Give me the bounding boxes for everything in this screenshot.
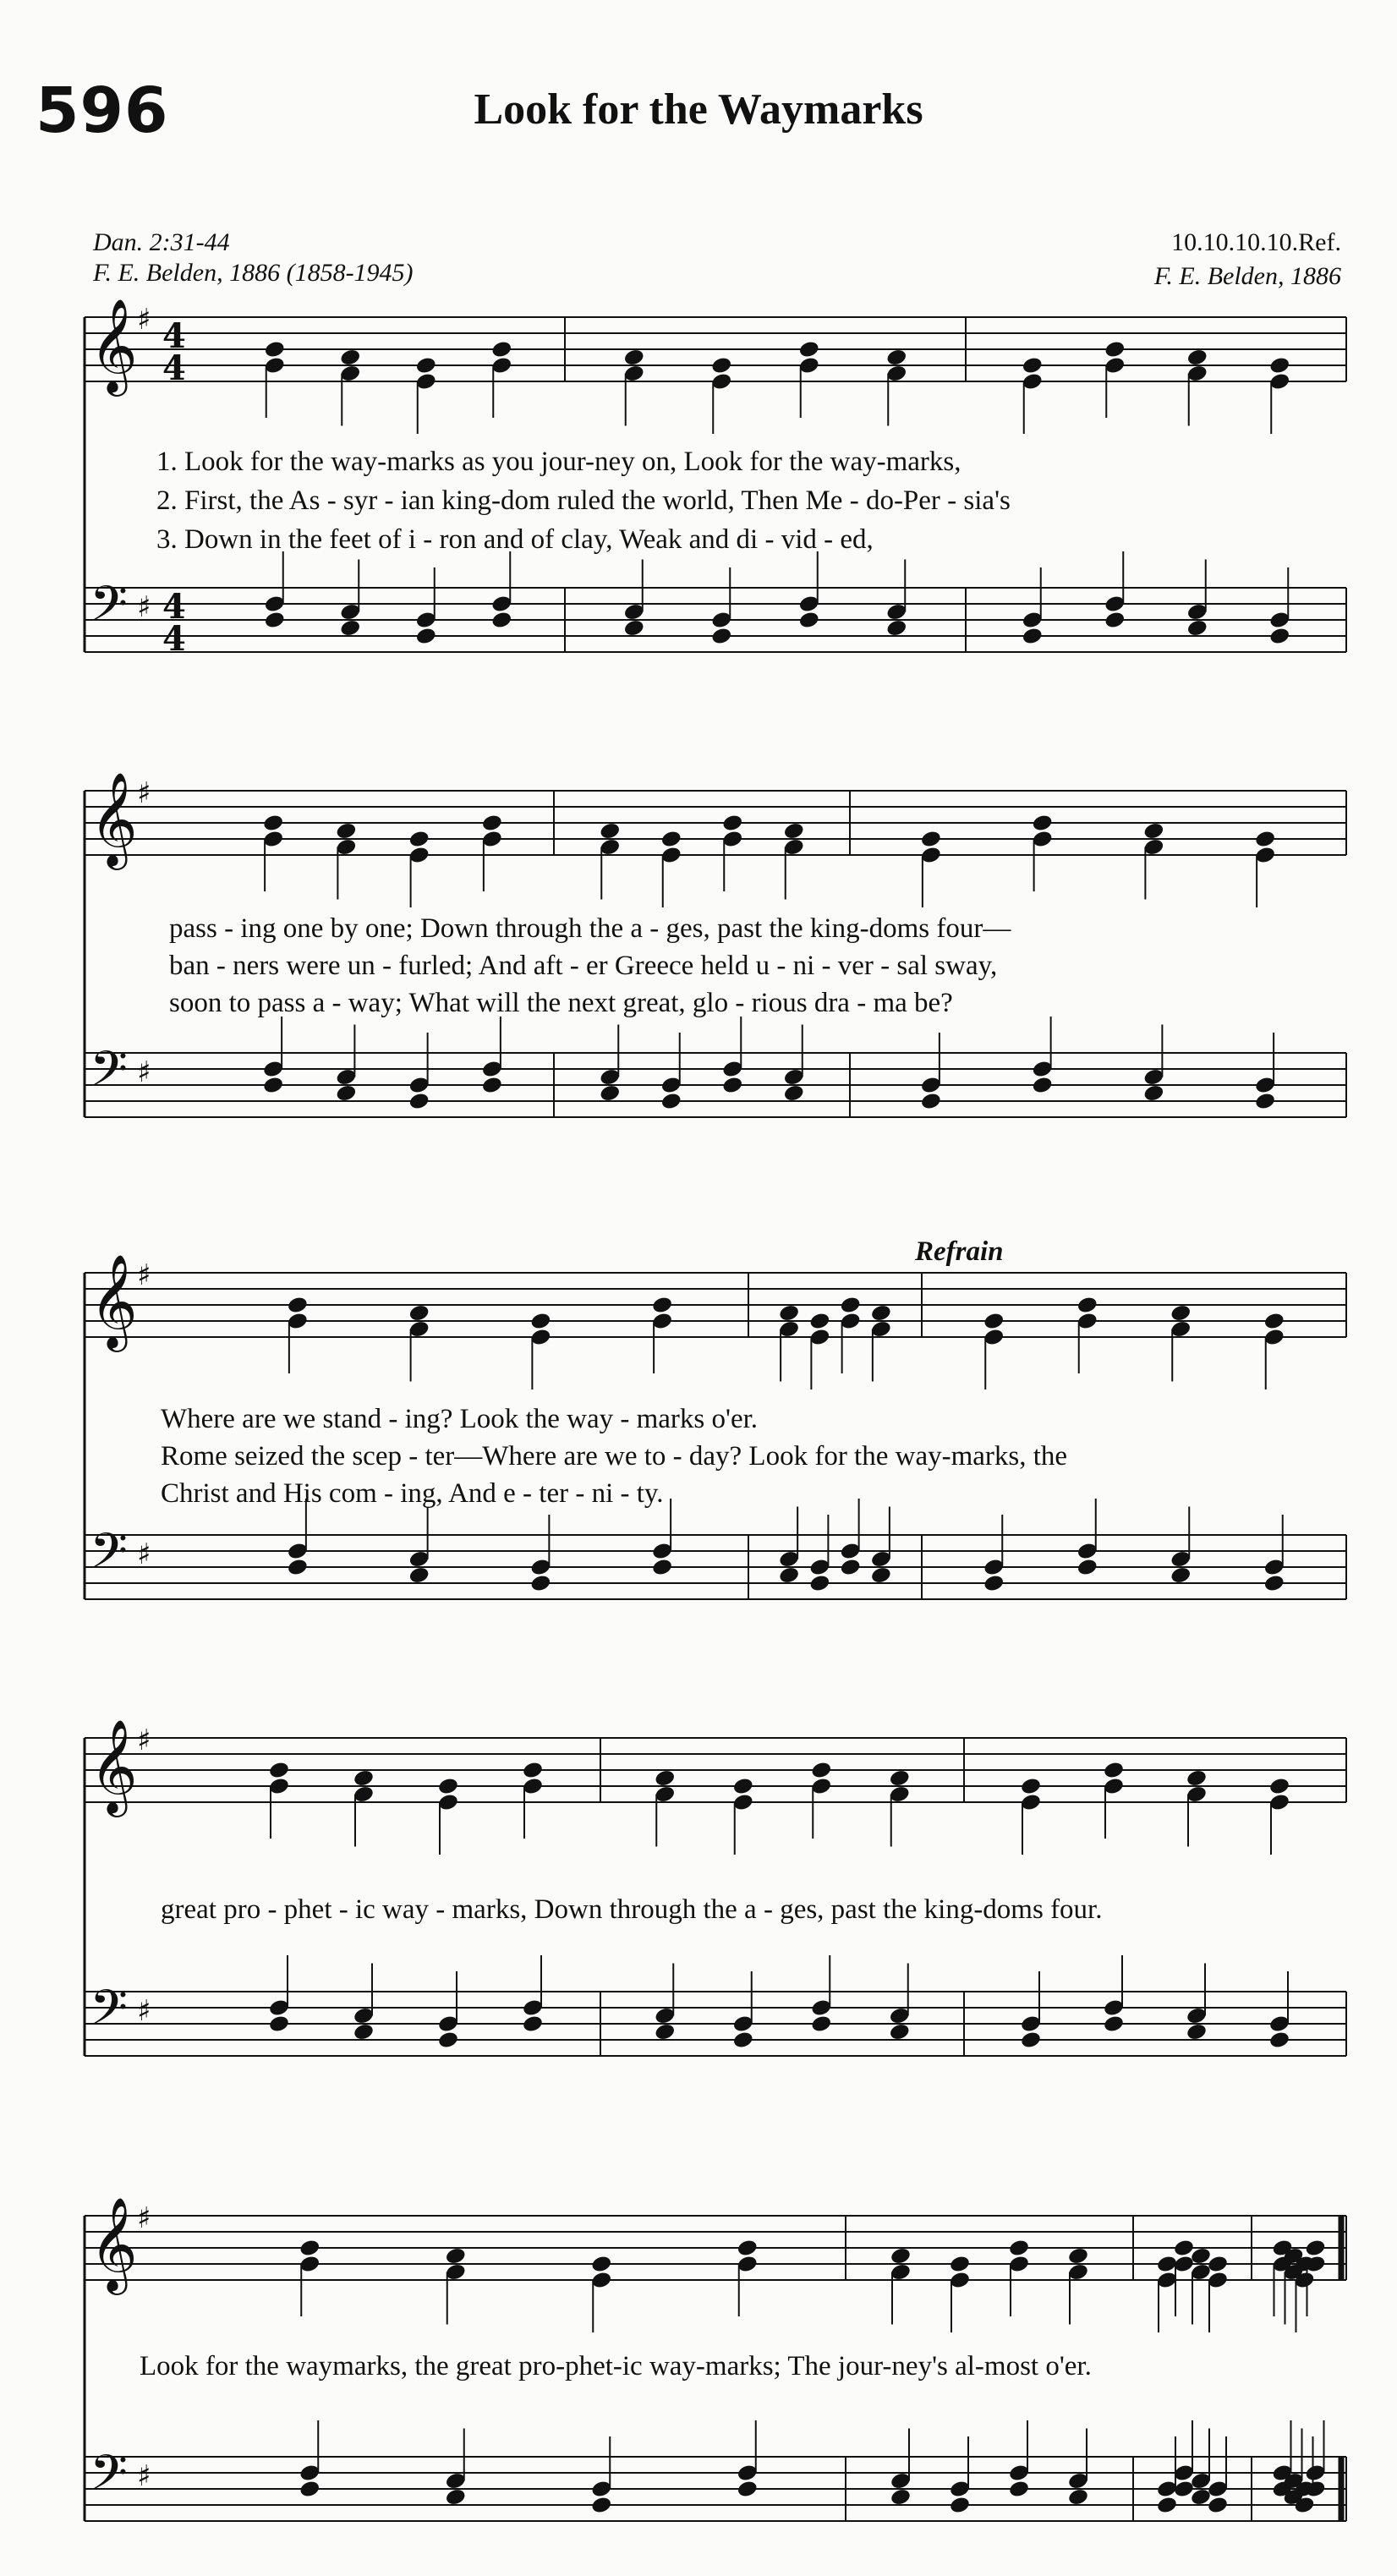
- notehead: [481, 1076, 503, 1095]
- notehead: [1263, 1574, 1285, 1593]
- notehead: [949, 2255, 971, 2274]
- notehead: [522, 1761, 544, 1780]
- verse-1-line-2: pass - ing one by one; Down through the a - ges, past the king-doms four—: [169, 913, 1011, 944]
- notehead: [732, 1777, 754, 1796]
- notehead: [335, 821, 357, 841]
- notehead: [949, 2496, 971, 2515]
- notehead: [408, 1303, 430, 1323]
- key-signature-sharp-icon: ♯: [137, 1258, 151, 1292]
- notehead: [660, 1092, 682, 1111]
- notehead: [1207, 2496, 1229, 2515]
- notehead: [737, 2239, 759, 2258]
- notehead: [264, 611, 286, 630]
- notehead: [262, 814, 284, 833]
- notehead: [262, 1076, 284, 1095]
- notehead: [1142, 821, 1164, 841]
- notehead: [1020, 1777, 1042, 1796]
- notehead: [287, 1296, 309, 1315]
- treble-clef-icon: 𝄞: [90, 1253, 138, 1348]
- words-credit: F. E. Belden, 1886 (1858-1945): [93, 259, 414, 287]
- notehead: [1104, 340, 1126, 359]
- verse-3-line-3: Christ and His com - ing, And e - ter - ni - ty.: [161, 1478, 664, 1509]
- notehead: [1142, 1083, 1164, 1103]
- notehead: [732, 2031, 754, 2050]
- scripture-reference: Dan. 2:31-44: [93, 228, 230, 256]
- notehead: [353, 2022, 375, 2042]
- notehead: [1032, 1076, 1054, 1095]
- notehead: [710, 356, 732, 375]
- notehead: [885, 348, 907, 367]
- notehead: [721, 1076, 743, 1095]
- verse-2-line-3: Rome seized the scep - ter—Where are we to - day? Look for the way-marks, the: [161, 1441, 1068, 1472]
- notehead: [808, 1574, 830, 1593]
- notehead: [798, 340, 820, 359]
- notehead: [983, 1312, 1005, 1331]
- time-signature-digit: 4: [162, 348, 186, 388]
- notehead: [339, 348, 361, 367]
- notehead: [737, 2480, 759, 2499]
- notehead: [299, 2239, 320, 2258]
- notehead: [1103, 1761, 1125, 1780]
- notehead: [651, 1558, 673, 1577]
- notehead: [490, 340, 512, 359]
- bass-clef-icon: 𝄢: [90, 1522, 129, 1592]
- notehead: [920, 1092, 942, 1111]
- notehead: [408, 1565, 430, 1585]
- notehead: [353, 1768, 375, 1788]
- notehead: [1170, 1565, 1192, 1585]
- notehead: [1008, 2239, 1030, 2258]
- bass-clef-icon: 𝄢: [90, 1979, 129, 2048]
- notehead: [870, 1565, 892, 1585]
- notehead: [1190, 2487, 1212, 2507]
- notehead: [840, 1558, 862, 1577]
- verse-2-line-1: 2. First, the As - syr - ian king-dom ruled the world, Then Me - do-Per - sia's: [156, 485, 1011, 516]
- notehead: [437, 2031, 459, 2050]
- notehead: [445, 2487, 467, 2507]
- notehead: [335, 1083, 357, 1103]
- notehead: [1077, 1296, 1098, 1315]
- notehead: [599, 821, 621, 841]
- notehead: [654, 1768, 676, 1788]
- key-signature-sharp-icon: ♯: [137, 590, 151, 624]
- notehead: [654, 2022, 676, 2042]
- notehead: [810, 1761, 832, 1780]
- notehead: [1186, 348, 1208, 367]
- bass-clef-icon: 𝄢: [90, 575, 129, 644]
- verse-1-line-3: Where are we stand - ing? Look the way - marks o'er.: [161, 1404, 759, 1434]
- verse-3-line-2: soon to pass a - way; What will the next great, glo - rious dra - ma be?: [169, 988, 953, 1018]
- notehead: [840, 1296, 862, 1315]
- notehead: [1268, 2031, 1290, 2050]
- notehead: [1022, 627, 1044, 646]
- key-signature-sharp-icon: ♯: [137, 776, 151, 810]
- notehead: [599, 1083, 621, 1103]
- notehead: [783, 1083, 805, 1103]
- verse-2-line-2: ban - ners were un - furled; And aft - er Greece held u - ni - ver - sal sway,: [169, 951, 998, 981]
- notehead: [623, 618, 645, 638]
- bass-clef-icon: 𝄢: [90, 1040, 129, 1110]
- notehead: [651, 1296, 673, 1315]
- notehead: [1268, 627, 1290, 646]
- notehead: [268, 1761, 290, 1780]
- notehead: [1156, 2496, 1178, 2515]
- notehead: [1104, 611, 1126, 630]
- bass-clef-icon: 𝄢: [90, 2444, 129, 2513]
- hymn-title: Look for the Waymarks: [474, 85, 923, 134]
- notehead: [983, 1574, 1005, 1593]
- refrain-line-2: Look for the waymarks, the great pro-phet-ic way-marks; The jour-ney's al-most o'er.: [140, 2351, 1092, 2381]
- notehead: [529, 1574, 551, 1593]
- notehead: [1304, 2239, 1326, 2258]
- key-signature-sharp-icon: ♯: [137, 1055, 151, 1089]
- notehead: [1186, 1768, 1208, 1788]
- key-signature-sharp-icon: ♯: [137, 2201, 151, 2235]
- notehead: [1067, 2246, 1089, 2266]
- notehead: [590, 2496, 612, 2515]
- notehead: [1020, 2031, 1042, 2050]
- notehead: [264, 340, 286, 359]
- notehead: [660, 830, 682, 849]
- notehead: [299, 2480, 320, 2499]
- notehead: [1268, 356, 1290, 375]
- notehead: [1254, 1092, 1276, 1111]
- notehead: [920, 830, 942, 849]
- notehead: [408, 1092, 430, 1111]
- refrain-label: Refrain: [915, 1236, 1004, 1267]
- notehead: [889, 2022, 911, 2042]
- notehead: [287, 1558, 309, 1577]
- notehead: [778, 1303, 800, 1323]
- notehead: [415, 627, 437, 646]
- notehead: [437, 1777, 459, 1796]
- notehead: [339, 618, 361, 638]
- time-signature-digit: 4: [162, 619, 186, 659]
- notehead: [1067, 2487, 1089, 2507]
- notehead: [481, 814, 503, 833]
- time-signature-digit: 4: [162, 316, 186, 356]
- notehead: [590, 2255, 612, 2274]
- notehead: [1170, 1303, 1192, 1323]
- notehead: [623, 348, 645, 367]
- notehead: [783, 821, 805, 841]
- treble-clef-icon: 𝄞: [90, 298, 138, 392]
- notehead: [889, 1768, 911, 1788]
- hymn-number: 596: [36, 74, 169, 147]
- notehead: [885, 618, 907, 638]
- key-signature-sharp-icon: ♯: [137, 2459, 151, 2493]
- notehead: [522, 2014, 544, 2034]
- notehead: [890, 2246, 912, 2266]
- key-signature-sharp-icon: ♯: [137, 1994, 151, 2028]
- notehead: [810, 2014, 832, 2034]
- notehead: [1207, 2255, 1229, 2274]
- notehead: [268, 2014, 290, 2034]
- notehead: [778, 1565, 800, 1585]
- notehead: [798, 611, 820, 630]
- key-signature-sharp-icon: ♯: [137, 1724, 151, 1757]
- notehead: [710, 627, 732, 646]
- notehead: [490, 611, 512, 630]
- notehead: [1103, 2014, 1125, 2034]
- verse-3-line-1: 3. Down in the feet of i - ron and of clay, Weak and di - vid - ed,: [156, 524, 874, 555]
- notehead: [890, 2487, 912, 2507]
- notehead: [1032, 814, 1054, 833]
- notehead: [529, 1312, 551, 1331]
- notehead: [721, 814, 743, 833]
- key-signature-sharp-icon: ♯: [137, 303, 151, 337]
- refrain-line-1: great pro - phet - ic way - marks, Down through the a - ges, past the king-doms four.: [161, 1894, 1103, 1925]
- notehead: [1077, 1558, 1098, 1577]
- notehead: [1173, 2239, 1195, 2258]
- notehead: [1008, 2480, 1030, 2499]
- notehead: [1022, 356, 1044, 375]
- notehead: [1254, 830, 1276, 849]
- notehead: [1186, 2022, 1208, 2042]
- treble-clef-icon: 𝄞: [90, 771, 138, 866]
- treble-clef-icon: 𝄞: [90, 1718, 138, 1813]
- notehead: [808, 1312, 830, 1331]
- notehead: [415, 356, 437, 375]
- verse-1-line-1: 1. Look for the way-marks as you jour-ney on, Look for the way-marks,: [156, 447, 961, 477]
- notehead: [870, 1303, 892, 1323]
- notehead: [1263, 1312, 1285, 1331]
- treble-clef-icon: 𝄞: [90, 2196, 138, 2291]
- notehead: [408, 830, 430, 849]
- key-signature-sharp-icon: ♯: [137, 1537, 151, 1571]
- music-credit: F. E. Belden, 1886: [1153, 262, 1341, 290]
- notehead: [1190, 2246, 1212, 2266]
- notehead: [1268, 1777, 1290, 1796]
- notehead: [445, 2246, 467, 2266]
- notehead: [1186, 618, 1208, 638]
- time-signature-digit: 4: [162, 587, 186, 627]
- meter: 10.10.10.10.Ref.: [1171, 228, 1341, 256]
